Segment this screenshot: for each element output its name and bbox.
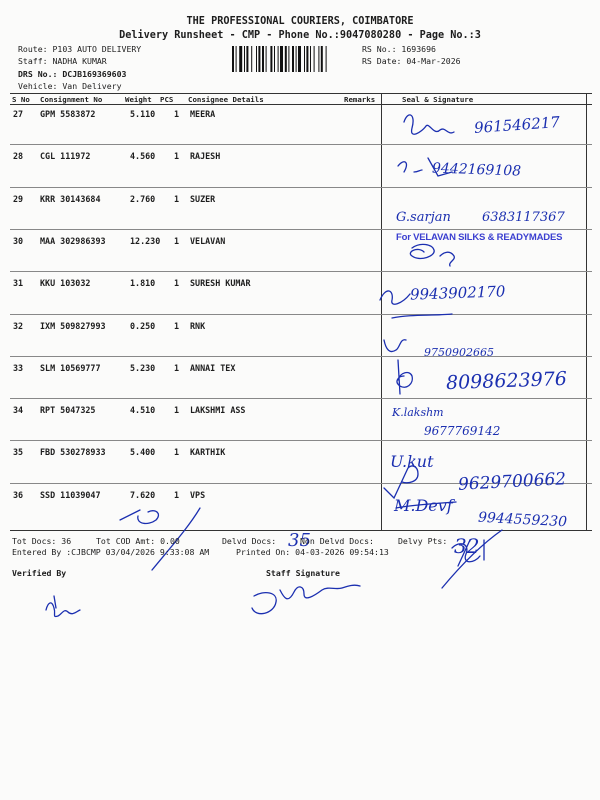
- row-divider: [10, 229, 592, 230]
- table-right-border: [586, 93, 587, 530]
- cell-sno: 32: [13, 320, 24, 331]
- table-header-rule: [10, 104, 592, 105]
- rs-date: RS Date: 04-Mar-2026: [362, 56, 461, 66]
- delivered-docs-handwritten: 35: [288, 530, 311, 551]
- cell-pcs: 1: [174, 489, 180, 500]
- cell-sno: 34: [13, 405, 24, 416]
- table-top-rule: [10, 93, 592, 94]
- cell-consignment: SSD 11039047: [40, 489, 101, 500]
- barcode-bar: [244, 46, 245, 72]
- barcode-bar: [310, 46, 311, 72]
- cell-weight: 2.760: [130, 193, 156, 204]
- cell-consignee: LAKSHMI ASS: [190, 405, 246, 416]
- cell-consignee: RNK: [190, 320, 206, 331]
- cell-sno: 33: [13, 362, 24, 373]
- cell-consignee: SURESH KUMAR: [190, 278, 251, 289]
- col-consignee-header: Consignee Details: [188, 95, 264, 104]
- cell-sno: 28: [13, 151, 24, 162]
- cell-consignee: VPS: [190, 489, 206, 500]
- cell-weight: 7.620: [130, 489, 156, 500]
- cell-consignment: CGL 111972: [40, 151, 91, 162]
- cell-consignment: KKU 103032: [40, 278, 91, 289]
- handwritten-phone: 961546217: [473, 113, 561, 137]
- signature-scribble: [120, 510, 158, 523]
- row-divider: [10, 144, 592, 145]
- handwritten-phone: 9944559230: [477, 509, 568, 531]
- cell-weight: 0.250: [130, 320, 156, 331]
- cell-pcs: 1: [174, 109, 180, 119]
- cell-weight: 1.810: [130, 278, 156, 289]
- cell-weight: 12.230: [130, 235, 161, 246]
- barcode-bar: [326, 46, 327, 72]
- printed-on: Printed On: 04-03-2026 09:54:13: [236, 547, 389, 557]
- signature-scribble: [252, 585, 360, 613]
- cell-sno: 35: [13, 447, 24, 458]
- non-delivered-docs-label: Non Delvd Docs:: [300, 536, 374, 546]
- cell-weight: 4.560: [130, 151, 156, 162]
- barcode-bar: [270, 46, 272, 72]
- signature-scribble: [410, 244, 454, 266]
- row-divider: [10, 440, 592, 441]
- cell-weight: 5.400: [130, 447, 156, 458]
- cell-pcs: 1: [174, 447, 180, 458]
- cell-consignment: FBD 530278933: [40, 447, 106, 458]
- row-divider: [10, 271, 592, 272]
- cell-sno: 29: [13, 193, 24, 204]
- handwritten-phone: 8098623976: [445, 367, 568, 395]
- cell-consignee: SUZER: [190, 193, 216, 204]
- cell-weight: 5.230: [130, 362, 156, 373]
- handwritten-phone: 9943902170: [409, 282, 506, 304]
- cell-consignee: KARTHIK: [190, 447, 226, 458]
- cell-consignment: RPT 5047325: [40, 405, 96, 416]
- barcode-bar: [256, 46, 257, 72]
- barcode-bar: [306, 46, 308, 72]
- entered-by: Entered By :CJBCMP 03/04/2026 9:33:08 AM: [12, 547, 210, 557]
- staff-label: Staff: NADHA KUMAR: [18, 56, 107, 66]
- cell-sno: 36: [13, 489, 24, 500]
- signature-scribble: [404, 115, 454, 134]
- barcode-bar: [314, 46, 315, 72]
- barcode-bar: [292, 46, 294, 72]
- barcode-bar: [236, 46, 237, 72]
- delivered-docs-label: Delvd Docs:: [222, 536, 277, 546]
- drs-number: DRS No.: DCJB169369603: [18, 69, 127, 79]
- barcode-bar: [232, 46, 234, 72]
- delivery-points-handwritten: 32: [454, 534, 480, 558]
- barcode-bar: [321, 46, 323, 72]
- barcode-bar: [304, 46, 305, 72]
- barcode-bar: [251, 46, 252, 72]
- handwritten-name: U.kut: [390, 452, 434, 471]
- barcode: [232, 46, 355, 72]
- cell-consignment: MAA 302986393: [40, 235, 106, 246]
- vehicle-label: Vehicle: Van Delivery: [18, 81, 122, 91]
- col-remarks-header: Remarks: [344, 95, 376, 104]
- barcode-bar: [278, 46, 279, 72]
- cell-pcs: 1: [174, 405, 180, 416]
- cell-pcs: 1: [174, 278, 180, 289]
- row-divider: [10, 398, 592, 399]
- barcode-bar: [285, 46, 287, 72]
- delivery-points-label: Delvy Pts:: [398, 536, 448, 546]
- cell-consignee: MEERA: [190, 109, 216, 119]
- barcode-bar: [296, 46, 297, 72]
- barcode-bar: [262, 46, 264, 72]
- route-label: Route: P103 AUTO DELIVERY: [18, 44, 142, 54]
- handwritten-phone: 9442169108: [431, 160, 522, 180]
- handwritten-phone: 6383117367: [482, 210, 565, 225]
- total-cod-amount: Tot COD Amt: 0.00: [96, 536, 180, 546]
- cell-pcs: 1: [174, 235, 180, 246]
- row-divider: [10, 356, 592, 357]
- row-divider: [10, 187, 592, 188]
- barcode-bar: [318, 46, 319, 72]
- col-pcs-header: PCS: [160, 95, 174, 104]
- barcode-bar: [239, 46, 242, 72]
- col-consignment-header: Consignment No: [40, 95, 103, 104]
- company-title: THE PROFESSIONAL COURIERS, COIMBATORE: [186, 16, 414, 27]
- cell-sno: 31: [13, 278, 24, 289]
- cell-consignment: GPM 5583872: [40, 109, 96, 119]
- cell-consignment: KRR 30143684: [40, 193, 101, 204]
- cell-consignee: VELAVAN: [190, 235, 226, 246]
- handwritten-name: G.sarjan: [396, 210, 451, 225]
- cell-pcs: 1: [174, 362, 180, 373]
- cell-consignee: RAJESH: [190, 151, 221, 162]
- handwritten-phone: 9750902665: [424, 346, 494, 359]
- barcode-bar: [288, 46, 289, 72]
- handwritten-phone: 9629700662: [457, 469, 567, 495]
- signature-scribble: [384, 340, 412, 394]
- rs-number: RS No.: 1693696: [362, 44, 436, 54]
- barcode-bar: [266, 46, 267, 72]
- handwritten-name: M.Devf: [394, 496, 453, 515]
- signature-scribble: [46, 596, 80, 617]
- barcode-bar: [258, 46, 260, 72]
- cell-pcs: 1: [174, 193, 180, 204]
- cell-sno: 27: [13, 109, 24, 119]
- total-docs: Tot Docs: 36: [12, 536, 72, 546]
- barcode-bar: [280, 46, 283, 72]
- cell-weight: 4.510: [130, 405, 156, 416]
- cell-weight: 5.110: [130, 109, 156, 119]
- cell-consignee: ANNAI TEX: [190, 362, 236, 373]
- company-stamp: For VELAVAN SILKS & READYMADES: [396, 232, 563, 243]
- cell-consignment: SLM 10569777: [40, 362, 101, 373]
- remarks-divider-left: [381, 93, 382, 530]
- col-weight-header: Weight: [125, 95, 152, 104]
- runsheet-title: Delivery Runsheet - CMP - Phone No.:9047080280 - Page No.:3: [119, 30, 481, 41]
- row-divider: [10, 314, 592, 315]
- barcode-bar: [274, 46, 275, 72]
- barcode-bar: [246, 46, 248, 72]
- handwritten-phone: 9677769142: [424, 424, 501, 438]
- col-sno-header: S No: [12, 95, 30, 104]
- col-seal-header: Seal & Signature: [402, 95, 474, 104]
- handwritten-name: K.lakshm: [392, 406, 444, 419]
- staff-signature-label: Staff Signature: [266, 568, 340, 578]
- cell-sno: 30: [13, 235, 24, 246]
- cell-pcs: 1: [174, 320, 180, 331]
- cell-pcs: 1: [174, 151, 180, 162]
- verified-by-label: Verified By: [12, 568, 67, 578]
- barcode-bar: [298, 46, 301, 72]
- cell-consignment: IXM 509827993: [40, 320, 106, 331]
